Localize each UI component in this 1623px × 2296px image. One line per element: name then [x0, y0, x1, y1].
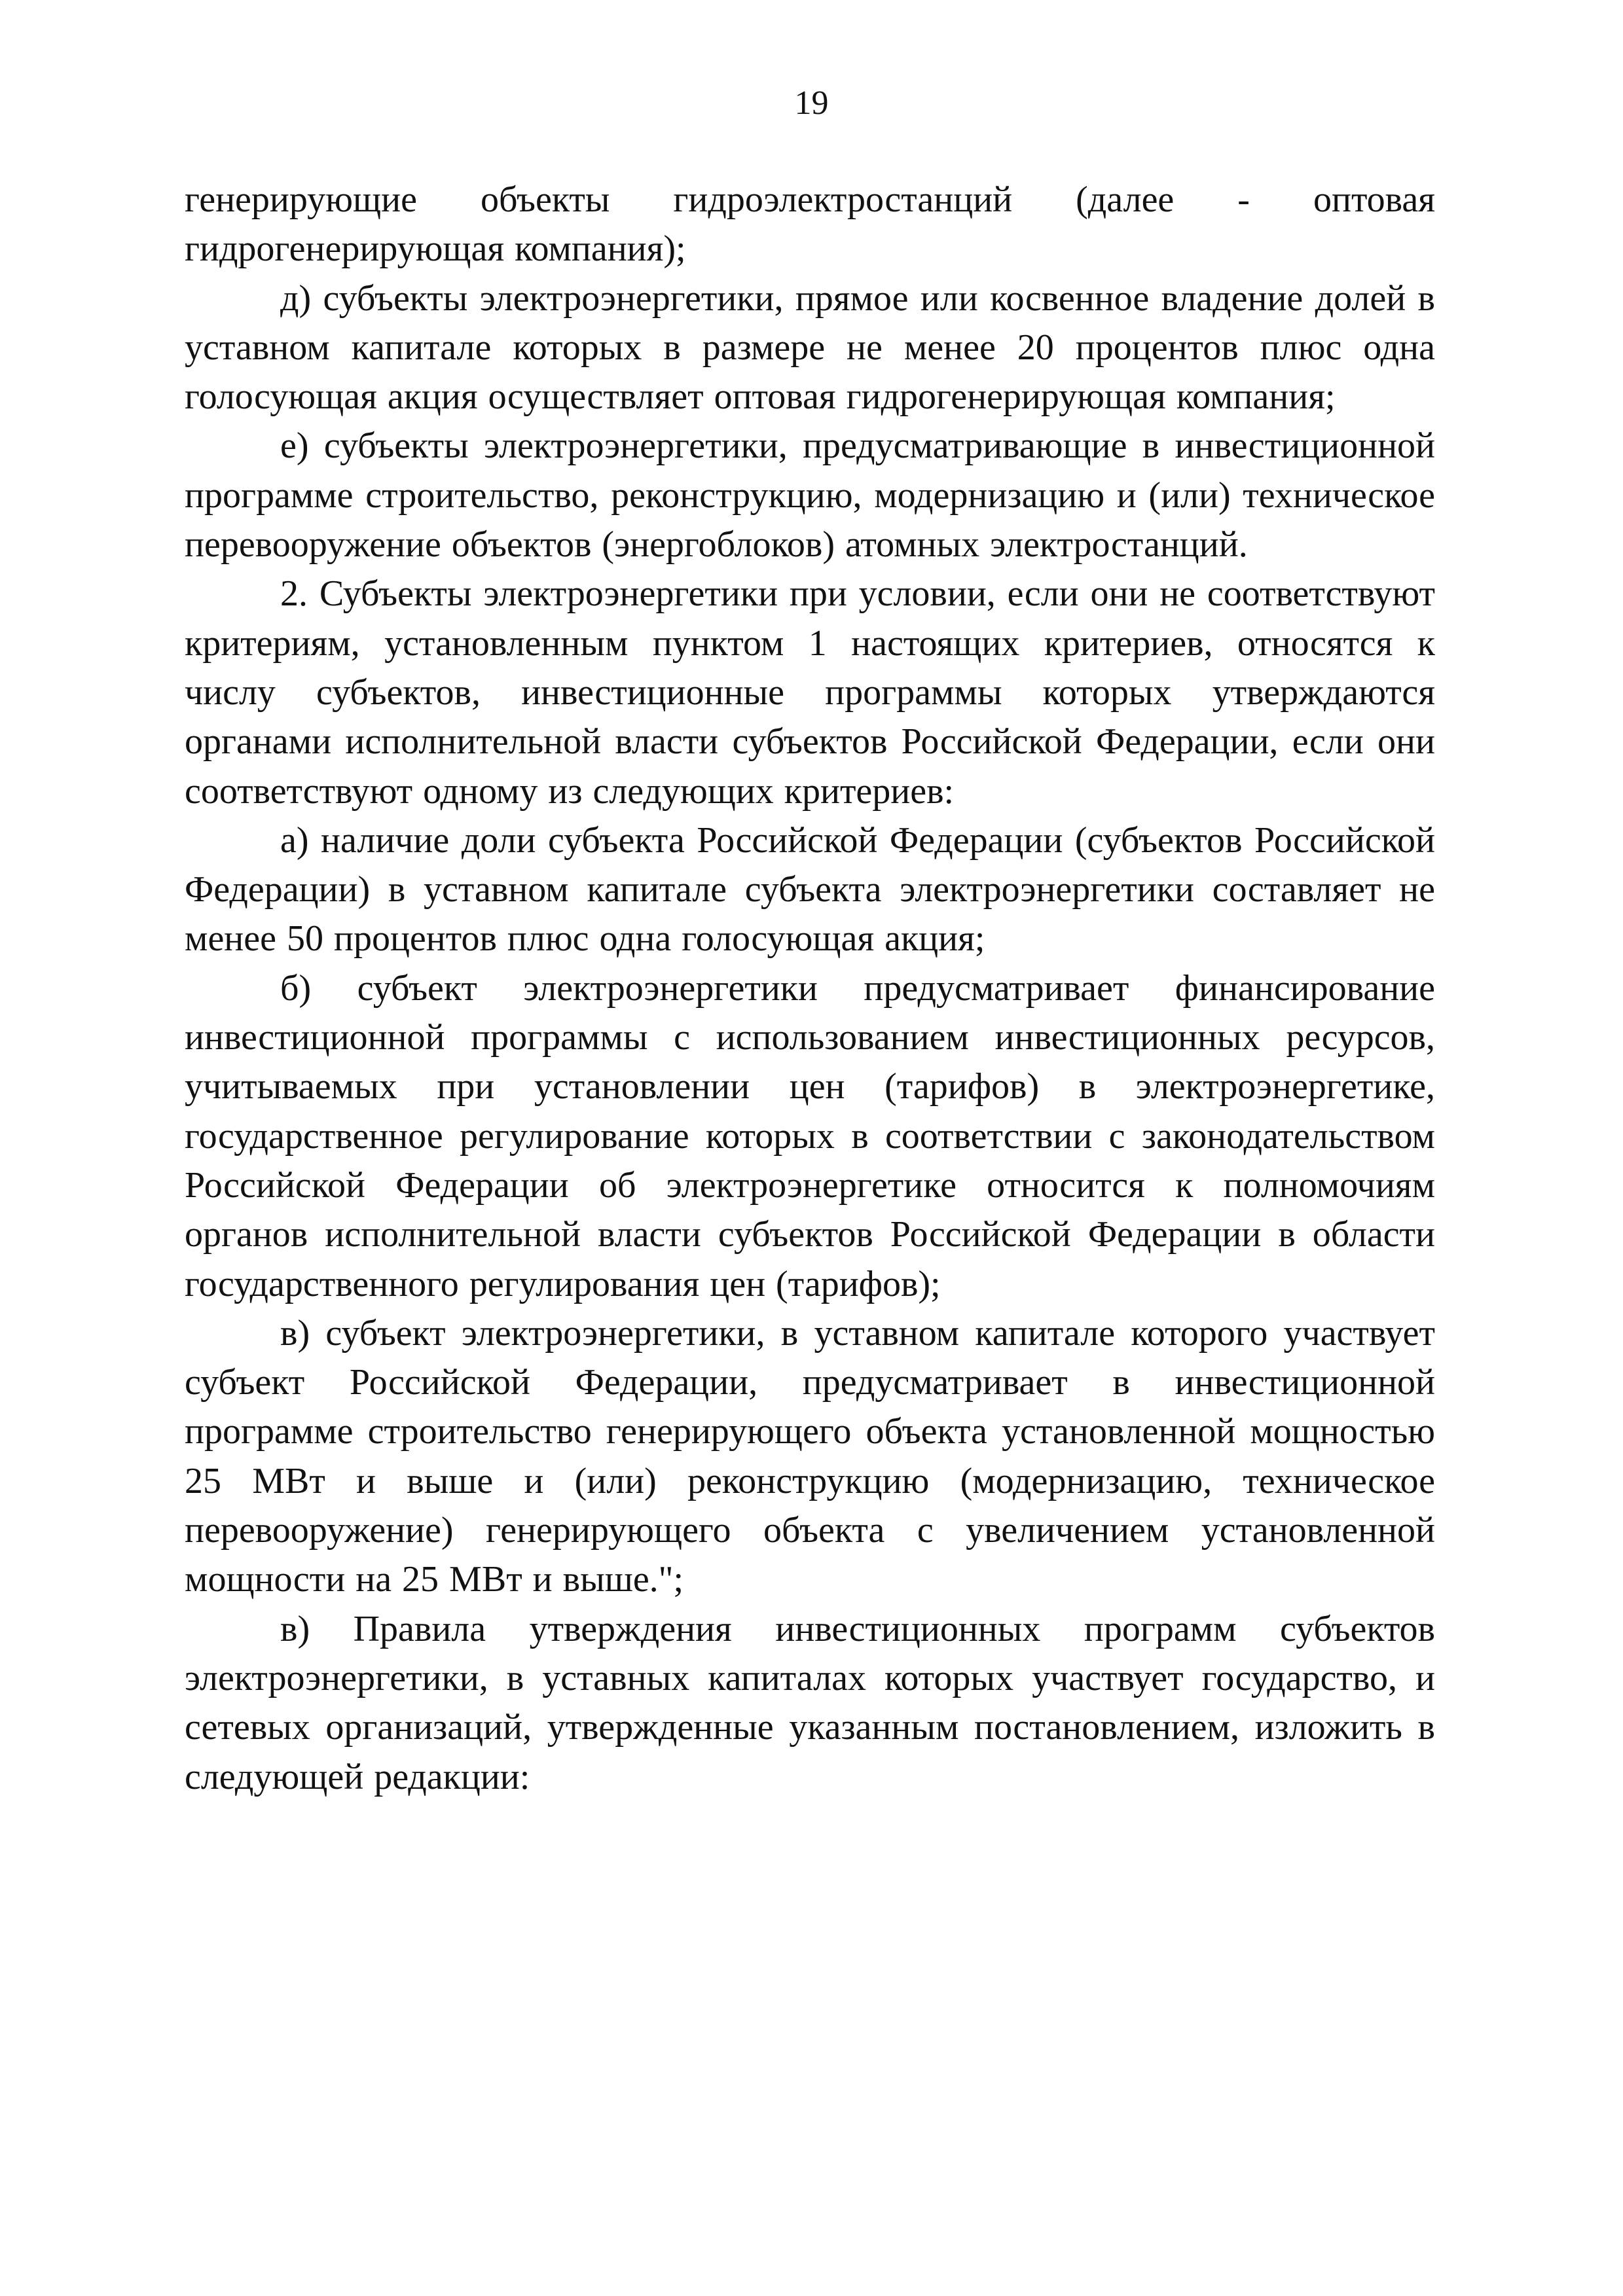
- paragraph-item-e: е) субъекты электроэнергетики, предусматривающие в инвестиционной программе строительство, реконструкцию, модернизацию и (или) техническое перевооружение объектов (энергоблоков) атомных электростанций.: [185, 425, 1435, 565]
- paragraph-continuation: генерирующие объекты гидроэлектростанций (далее - оптовая гидрогенерирующая компания);: [185, 179, 1435, 270]
- paragraph-clause-2: 2. Субъекты электроэнергетики при условии, если они не соответствуют критериям, установленным пунктом 1 настоящих критериев, относятся к числу субъектов, инвестиционные программы которых утверждаются органами исполнительной власти субъектов Российской Федерации, если они соответствуют одному из следующих критериев:: [185, 573, 1435, 812]
- paragraph-item-v: в) субъект электроэнергетики, в уставном капитале которого участвует субъект Российской Федерации, предусматривает в инвестиционной программе строительство генерирующего объекта установленной мощностью 25 МВт и выше и (или) реконструкцию (модернизацию, техническое перевооружение) генерирующего объекта с увеличением установленной мощности на 25 МВт и выше.";: [185, 1312, 1435, 1600]
- paragraph-item-a: а) наличие доли субъекта Российской Федерации (субъектов Российской Федерации) в уставном капитале субъекта электроэнергетики составляет не менее 50 процентов плюс одна голосующая акция;: [185, 819, 1435, 960]
- paragraph-item-b: б) субъект электроэнергетики предусматривает финансирование инвестиционной программы с использованием инвестиционных ресурсов, учитываемых при установлении цен (тарифов) в электроэнергетике, государственное регулирование которых в соответствии с законодательством Российской Федерации об электроэнергетике относится к полномочиям органов исполнительной власти субъектов Российской Федерации в области государственного регулирования цен (тарифов);: [185, 967, 1435, 1304]
- paragraph-item-v-rules: в) Правила утверждения инвестиционных программ субъектов электроэнергетики, в уставных капиталах которых участвует государство, и сетевых организаций, утвержденные указанным постановлением, изложить в следующей редакции:: [185, 1608, 1435, 1797]
- page-number: 19: [794, 84, 829, 122]
- document-body: [185, 175, 1435, 1802]
- paragraph-item-d: д) субъекты электроэнергетики, прямое или косвенное владение долей в уставном капитале которых в размере не менее 20 процентов плюс одна голосующая акция осуществляет оптовая гидрогенерирующая компания;: [185, 278, 1435, 418]
